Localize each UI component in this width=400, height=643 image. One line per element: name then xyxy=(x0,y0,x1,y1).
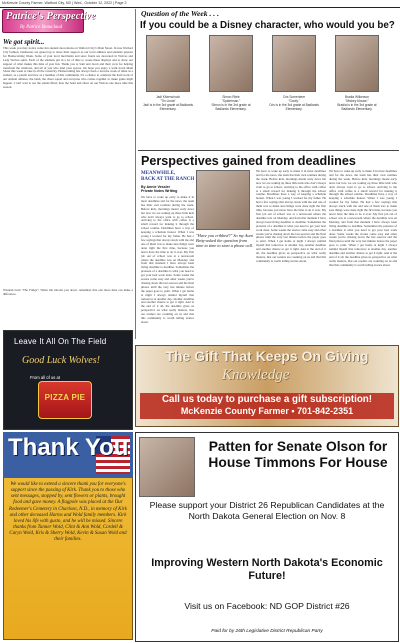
article-title: Perspectives gained from deadlines xyxy=(141,154,356,168)
campaign-slogan: Improving Western North Dakota's Economic Future! xyxy=(151,557,383,583)
gift-ad-callout: Call us today to purchase a gift subscription! xyxy=(161,394,373,405)
person-quote: "Tin Linda" xyxy=(160,99,176,103)
question-text: If you could be a Disney character, who would you be? xyxy=(140,20,395,31)
article-body-col1: We have to wake up early to make it in most deadlines and for the news, the team has their own routines during the week. Before kids, mornings meant early news but now we are waking up three little kids who don't always want to go to school. Arriving to the office with coffee is a small reward for making it through the school routine. Deadlines have a way of keeping a schedule honest. When I was young I worked for my father. He had a few sayings that always stuck with me and one of them was to make sure things were done right the first time, because you never have the time to do it over. My first job out of school was at a newsroom where the deadline was on Monday, and from that moment I have always been living deadline to deadline. Sometimes the pressure of a deadline is what you need to get your best work done. Some weeks the stories come easy and other weeks you're chasing down the last sources and the final photos until the very last minute before the paper goes to print. When I get home at night I always remind myself that tomorrow is another day, another deadline and another chance to get it right. And at the end of it all, the deadline gives us perspective on what really matters, that our readers are counting on us and that this community is worth telling stories about. xyxy=(141,196,194,324)
author-photo xyxy=(196,170,250,230)
article-body-col3: We have to wake up early to make it in most deadlines and for the news, the team has their own routines during the week. Before kids, mornings meant early news but now we are waking up three little kids who don't always want to go to school. Arriving to the office with coffee is a small reward for making it through the school routine. Deadlines have a way of keeping a schedule honest. When I was young I worked for my father. He had a few sayings that always stuck with me and one of them was to make sure things were done right the first time, because you never have the time to do it over. My first job out of school was at a newsroom where the deadline was on Monday, and from that moment I have always been living deadline to deadline. Sometimes the pressure of a deadline is what you need to get your best work done. Some weeks the stories come easy and other weeks you're chasing down the last sources and the final photos until the very last minute before the paper goes to print. When I get home at night I always remind myself that tomorrow is another day, another deadline and another chance to get it right. And at the end of it all, the deadline gives us perspective on what really matters, that our readers are counting on us and that this community is worth telling stories about. xyxy=(329,170,397,267)
thank-you-title: Thank You xyxy=(8,434,129,461)
article-kicker xyxy=(141,171,194,182)
campaign-paid-for: Paid for by 26th Legislative District Republican Party xyxy=(211,629,323,634)
person-name: Simon Riele xyxy=(222,95,240,99)
person-quote: "Spiderman." xyxy=(221,99,241,103)
column-byline: By Patrice Beauclaud xyxy=(20,25,63,30)
person-caption xyxy=(143,95,193,111)
section-divider xyxy=(138,150,399,151)
person-caption xyxy=(269,95,319,111)
person-photo xyxy=(272,35,316,92)
column-title: Patrice's Perspective xyxy=(6,11,96,22)
pizza-logo-text: PIZZA PIE xyxy=(44,393,86,402)
person-info: Simon is in the 3rd grade at Badlands Elementary. xyxy=(211,103,251,111)
byline-author: By Annie Vessler xyxy=(141,185,171,189)
person-name: Jadi Kitzenchuck xyxy=(156,95,180,99)
article-body-col2: We have to wake up early to make it in most deadlines and for the news, the team has their own routines during the week. Before kids, mornings meant early news but now we are waking up three little kids who don't always want to go to school. Arriving to the office with coffee is a small reward for making it through the school routine. Deadlines have a way of keeping a schedule honest. When I was young I worked for my father. He had a few sayings that always stuck with me and one of them was to make sure things were done right the first time, because you never have the time to do it over. My first job out of school was at a newsroom where the deadline was on Monday, and from that moment I have always been living deadline to deadline. Sometimes the pressure of a deadline is what you need to get your best work done. Some weeks the stories come easy and other weeks you're chasing down the last sources and the final photos until the very last minute before the paper goes to print. When I get home at night I always remind myself that tomorrow is another day, another deadline and another chance to get it right. And at the end of it all, the deadline gives us perspective on what really matters, that our readers are counting on us and that this community is worth telling stories about. xyxy=(256,170,326,263)
column-divider xyxy=(135,9,136,339)
person-photo xyxy=(209,35,253,92)
campaign-facebook: Visit us on Facebook: ND GOP District #26 xyxy=(184,601,350,611)
person-quote: "Mickey Mouse." xyxy=(345,99,369,103)
campaign-support-text: Please support your District 26 Republican Candidates at the North Dakota General Election on Nov. 8 xyxy=(149,500,385,521)
masthead-text: McKenzie County Farmer, Watford City, ND | Wed., October 12, 2022 | Page 2 xyxy=(2,1,127,5)
column-body: This week you may notice some fun student decorations on Watford City's Main Street. In true Watford City fashion, businesses are geared up to show their support as our local athletes and students prepare for Homecoming Week. Some of your local merchants and store fronts are decorated in Wolves and Lady Wolves spirit. Each of the students put in a lot of time to create these displays and to show our support of what makes this time of year fun. Thank you to Sam and Jacob and their crew for helping transform the windows, and all of you who lend your spaces. We hope you enjoy a walk down Main Street this week to take in all the creativity. Homecoming has always been a favorite week of mine as a student, as a parent and now as a member of this community. It's a chance to celebrate the hard work of our student athletes, the band, the cheer squad and everyone who comes together to make game night happen. I can't wait to see the stands filled, hear the band and cheer on our Wolves one more time this season. xyxy=(3,47,133,90)
kicker-line2: BACK AT THE RANCH xyxy=(141,176,195,182)
person-info: Cris is in the 3rd grade at Badlands Elementary. xyxy=(269,103,319,111)
page-header xyxy=(0,0,400,8)
pull-quote: "Have you cribbed?" So my Aunt Betty-asked the question from time to time to start a phone call. xyxy=(196,233,254,249)
gift-ad-headline: The Gift That Keeps On Giving xyxy=(165,348,369,364)
question-label: Question of the Week . . . xyxy=(141,9,219,18)
campaign-headline: Patten for Senate Olson for House Timmons For House xyxy=(208,439,388,470)
byline-role: Private Notes Writing xyxy=(141,189,178,194)
candidate-photo xyxy=(139,437,195,497)
column-headline: We got spirit... xyxy=(3,38,45,46)
article-byline xyxy=(141,185,177,193)
column-closing: Wisdom from "The Fridge": When life knocks you down, remember that one more time can make a difference. xyxy=(3,289,133,296)
person-quote: "Goofy." xyxy=(288,99,300,103)
gift-ad-phone: McKenzie County Farmer • 701-842-2351 xyxy=(180,406,354,416)
pizza-ad-intro: From all of us at xyxy=(30,375,61,380)
porch-ad-line2: Good Luck Wolves! xyxy=(22,355,100,366)
person-name: Bradia Wilkerson xyxy=(344,95,370,99)
person-photo xyxy=(146,35,190,92)
person-name: Cris Somerbeer xyxy=(282,95,306,99)
person-photo xyxy=(335,35,379,92)
person-info: Jadi is in the 3rd grade at Badlands Elementary. xyxy=(143,103,193,111)
person-info: Bradia is in the 3rd grade at Badlands Elementary. xyxy=(337,103,377,111)
kicker-line1: MEANWHILE, xyxy=(141,171,176,176)
gift-ad-knowledge: Knowledge xyxy=(222,367,290,383)
person-caption xyxy=(206,95,256,111)
person-caption xyxy=(332,95,382,111)
thank-you-body: We would like to extend a sincere thank you for everyone's support since the passing of Kirk. Thank you to those who sent messages, stopped by, sent flowers or plants, brought food and gave money. A flagpole was placed at the Our Redeemer's Cemetery in Charlson, N.D., in memory of Kirk and other deceased Harms and Wold family members. Kirk loved his life with gusto, and he will be missed. Sincere thanks from Tanner Wold, Clint & Ann Wold, Cordell & Caryn Wold, Kris & Sherry Wold, Kevin & Susan Wold and their families. xyxy=(9,482,127,543)
porch-ad-line1: Leave It All On The Field xyxy=(14,337,107,346)
